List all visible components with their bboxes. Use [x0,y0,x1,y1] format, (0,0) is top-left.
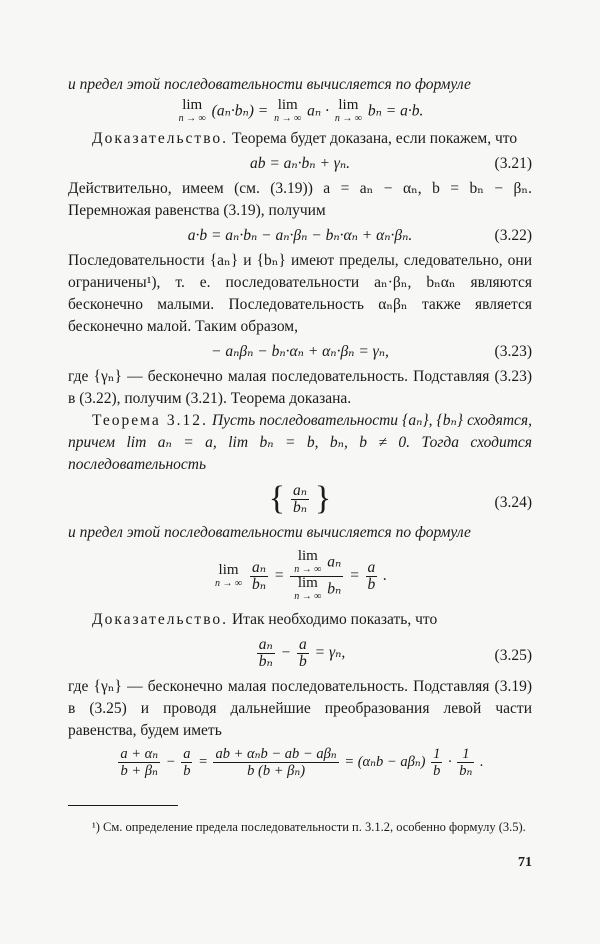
equation-number-3-25: (3.25) [494,647,532,664]
paragraph-sequences-bounded: Последовательности {aₙ} и {bₙ} имеют пределы, следовательно, они ограничены¹), т. е. последовательности aₙ·βₙ, bₙαₙ являются бесконечно малыми. Последовательность αₙβₙ также является бесконечно малой. Таким образом, [68,252,532,335]
theorem-3-12: Теорема 3.12. Пусть последовательности {aₙ}, {bₙ} сходятся, причем lim aₙ = a, lim bₙ = b, bₙ, b ≠ 0. Тогда сходится последовательность [68,412,533,473]
equation-final-transform: $\frac{\text{a + αₙ}}{\text{b + βₙ}}$ − $\frac{a}{b}$ = $\frac{\text{ab + αₙb − ab − aβₙ}}{\text{b (b + βₙ)}}$ = (αₙb − aβₙ) $\frac{1}{b}$ · $\frac{1}{\text{bₙ}}$ . [120,746,484,779]
paragraph-formula-intro-2: и предел этой последовательности вычисляется по формуле [68,524,471,541]
paragraph-proof-2: где {γₙ} — бесконечно малая последовательность. Подставляя (3.19) в (3.25) и проводя дальнейшие преобразования левой части равенства, будем иметь [68,678,532,739]
page-number: 71 [518,855,532,870]
equation-3-23: − aₙβₙ − bₙ·αₙ + αₙ·βₙ = γₙ, (3.23) [68,341,532,363]
equation-limit-product: lim n → ∞ (aₙ·bₙ) = lim n → ∞ aₙ · lim n → ∞ bₙ = a·b. [178,97,424,124]
equation-3-24: { $\frac{\text{aₙ}}{\text{bₙ}}$ } (3.24) [268,480,532,517]
equation-number-3-22: (3.22) [494,227,532,244]
footnote-divider [68,805,178,806]
equation-3-25: $\frac{\text{aₙ}}{\text{bₙ}}$ − $\frac{a}{b}$ = γₙ, (3.25) [258,636,532,670]
paragraph-indeed: Действительно, имеем (см. (3.19)) a = aₙ − αₙ, b = bₙ − βₙ. Перемножая равенства (3.19), получим [68,180,532,219]
footnote: ¹) См. определение предела последовательности п. 3.1.2, особенно формулу (3.5). [92,819,526,834]
proof-2-intro: Доказательство. Итак необходимо показать, что [92,611,438,628]
equation-limit-quotient: lim n → ∞ $\frac{\text{aₙ}}{\text{bₙ}}$ = lim n → ∞ aₙ lim n → ∞ bₙ = $\frac{a}{b}$ . [214,548,388,602]
equation-number-3-24: (3.24) [494,494,532,511]
equation-number-3-23: (3.23) [494,343,532,360]
equation-number-3-21: (3.21) [494,155,532,172]
page-body [68,74,532,848]
equation-3-22: a·b = aₙ·bₙ − aₙ·βₙ − bₙ·αₙ + αₙ·βₙ. (3.22) [68,225,532,247]
paragraph-proof-1-end: где {γₙ} — бесконечно малая последовательность. Подставляя (3.23) в (3.22), получим (3.21). Теорема доказана. [68,368,532,407]
equation-3-21: ab = aₙ·bₙ + γₙ. (3.21) [68,153,532,175]
proof-1-intro: Доказательство. Теорема будет доказана, если покажем, что [92,130,518,147]
paragraph-formula-intro-1: и предел этой последовательности вычисляется по формуле [68,76,471,93]
